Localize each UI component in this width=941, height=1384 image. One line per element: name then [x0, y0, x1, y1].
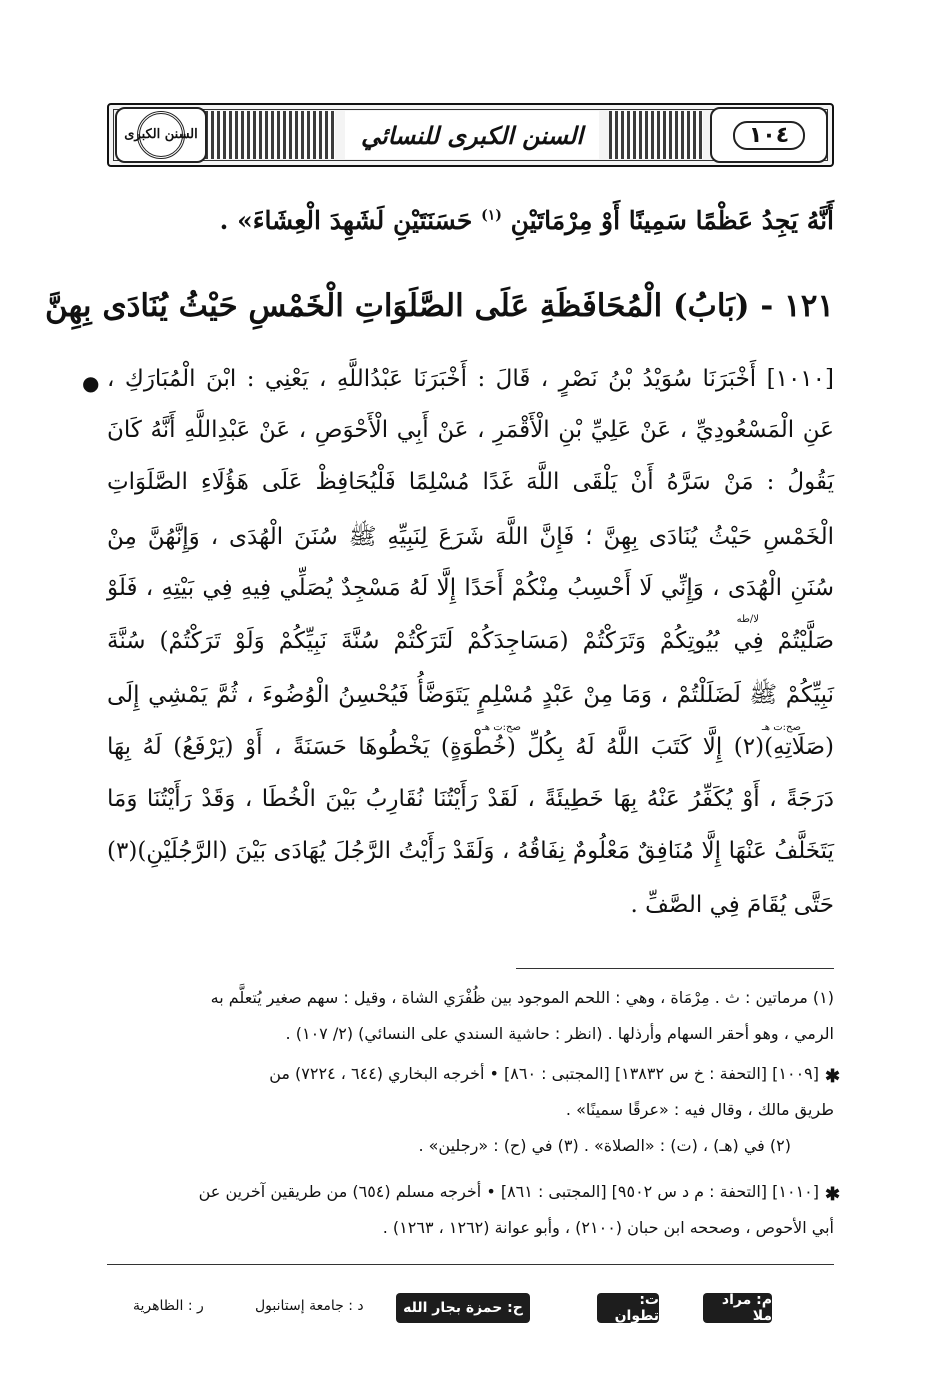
body-line: (صَلَاتِهِ)(٢) إِلَّا كَتَبَ اللَّهُ لَهُ بِكُلِّ (خُطْوَةٍ) يَخْطُوهَا حَسَنَةً ، أَوْ (يَرْفَعُ) لَهُ بِهَا — [107, 734, 834, 760]
star-icon: ✱ — [825, 1184, 841, 1205]
margin-mark-sah: صح:ت هـ — [761, 722, 801, 733]
body-line: يَقُولُ : مَنْ سَرَّهُ أَنْ يَلْقَى اللَّهَ غَدًا مُسْلِمًا فَلْيُحَافِظْ عَلَى هَؤُلَاءِ الصَّلَوَاتِ — [107, 469, 834, 495]
opening-line — [220, 206, 834, 235]
body-line: صَلَّيْتُمْ فِي بُيُوتِكُمْ وَتَرَكْتُمْ (مَسَاجِدَكُمْ لَتَرَكْتُمْ سُنَّةَ نَبِيِّكُمْ وَلَوْ تَرَكْتُمْ) سُنَّةَ — [107, 628, 834, 654]
footnote-line: أبي الأحوص ، وصححه ابن حبان (٢١٠٠) ، وأبو عوانة (١٢٦٢ ، ١٢٦٣) . — [382, 1218, 834, 1237]
manuscript-d: د : جامعة إستانبول — [255, 1298, 364, 1314]
footnote-divider — [516, 968, 834, 969]
bottom-divider — [107, 1264, 834, 1265]
body-line: حَتَّى يُقَامَ فِي الصَّفِّ . — [630, 892, 834, 918]
chapter-title: ١٢١ - (بَابُ) الْمُحَافَظَةِ عَلَى الصَّلَوَاتِ الْخَمْسِ حَيْثُ يُنَادَى بِهِنَّ — [45, 288, 834, 324]
opening-line-end: حَسَنَتَيْنِ لَشَهِدَ الْعِشَاءَ» . — [219, 206, 473, 235]
body-line: يَتَخَلَّفُ عَنْهَا إِلَّا مُنَافِقٌ مَعْلُومٌ نِفَاقُهُ ، وَلَقَدْ رَأَيْتُ الرَّجُلَ يُهَادَى بَيْنَ (الرَّجُلَيْنِ)(٣) — [107, 838, 834, 864]
manuscript-r: ر : الظاهرية — [133, 1298, 204, 1314]
body-line: نَبِيِّكُمْ ﷺ لَضَلَلْتُمْ ، وَمَا مِنْ عَبْدٍ مُسْلِمٍ يَتَوَضَّأُ فَيُحْسِنُ الْوُضُوءَ ، ثُمَّ يَمْشِي إِلَى — [107, 682, 834, 708]
footnote-line: (١) مرماتين : ث . مِرْمَاة ، وهي : اللحم الموجود بين ظُفْرَي الشاة ، وقيل : سهم صغير يُتعلَّم به — [210, 988, 834, 1007]
ornament-band-left — [205, 111, 335, 159]
running-title: السنن الكبرى للنسائي — [345, 111, 599, 159]
manuscript-tag-h: ح: حمزة بجار الله — [396, 1293, 530, 1323]
star-icon: ✱ — [825, 1066, 841, 1087]
manuscript-tag-m: م: مراد ملا — [703, 1293, 772, 1323]
body-line: [١٠١٠] أَخْبَرَنَا سُوَيْدُ بْنُ نَصْرٍ ، قَالَ : أَخْبَرَنَا عَبْدُاللَّهِ ، يَعْنِي : ابْنَ الْمُبَارَكِ ، — [107, 366, 834, 392]
footnote-line: (٢) في (هـ) ، (ت) : «الصلاة» . (٣) في (ح) : «رجلين» . — [418, 1136, 791, 1155]
footnote-line: طريق مالك ، وقال فيه : «عرقًا سمينًا» . — [565, 1100, 834, 1119]
footnote-ref-1: (١) — [481, 207, 502, 224]
seal-text: السنن الكبرى — [124, 127, 198, 143]
body-line: دَرَجَةً ، أَوْ يُكَفِّرُ عَنْهُ بِهَا خَطِيئَةً ، لَقَدْ رَأَيْتُنَا نُقَارِبُ بَيْنَ الْخُطَا ، وَقَدْ رَأَيْتُنَا وَمَا — [107, 786, 834, 812]
margin-mark-lataha: لا/طه — [736, 614, 759, 625]
ornament-band-right — [609, 111, 703, 159]
page-number: ١٠٤ — [733, 121, 805, 150]
page-number-medallion — [710, 107, 828, 163]
footnote-line: [١٠١٠] [التحفة : م د س ٩٥٠٢] [المجتبى : ٨٦١] • أخرجه مسلم (٦٥٤) من طريقين آخرين عن — [198, 1182, 819, 1201]
bullet-icon: ● — [82, 371, 100, 395]
body-line: سُنَنِ الْهُدَى ، وَإِنِّي لَا أَحْسِبُ مِنْكُمْ أَحَدًا إِلَّا لَهُ مَسْجِدٌ يُصَلِّي فِيهِ فِي بَيْتِهِ ، فَلَوْ — [107, 575, 834, 601]
opening-line-text: أَنَّهُ يَجِدُ عَظْمًا سَمِينًا أَوْ مِرْمَاتَيْنِ — [510, 206, 834, 235]
book-seal-medallion — [115, 107, 207, 163]
page-header — [107, 103, 834, 167]
body-line: الْخَمْسِ حَيْثُ يُنَادَى بِهِنَّ ؛ فَإِنَّ اللَّهَ شَرَعَ لِنَبِيِّهِ ﷺ سُنَنَ الْهُدَى ، وَإِنَّهُنَّ مِنْ — [107, 524, 834, 550]
manuscript-tag-t: ت: تطوان — [597, 1293, 659, 1323]
margin-mark-sah: صح:ت هـ — [481, 722, 521, 733]
footnote-line: [١٠٠٩] [التحفة : خ س ١٣٨٣٢] [المجتبى : ٨٦٠] • أخرجه البخاري (٦٤٤ ، ٧٢٢٤) من — [269, 1064, 819, 1083]
footnote-line: الرمي ، وهو أحقر السهام وأرذلها . (انظر : حاشية السندي على النسائي) (٢/ ١٠٧) . — [285, 1024, 834, 1043]
body-line: عَنِ الْمَسْعُودِيِّ ، عَنْ عَلِيِّ بْنِ الْأَقْمَرِ ، عَنْ أَبِي الْأَحْوَصِ ، عَنْ عَبْدِاللَّهِ أَنَّهُ كَانَ — [107, 417, 834, 443]
